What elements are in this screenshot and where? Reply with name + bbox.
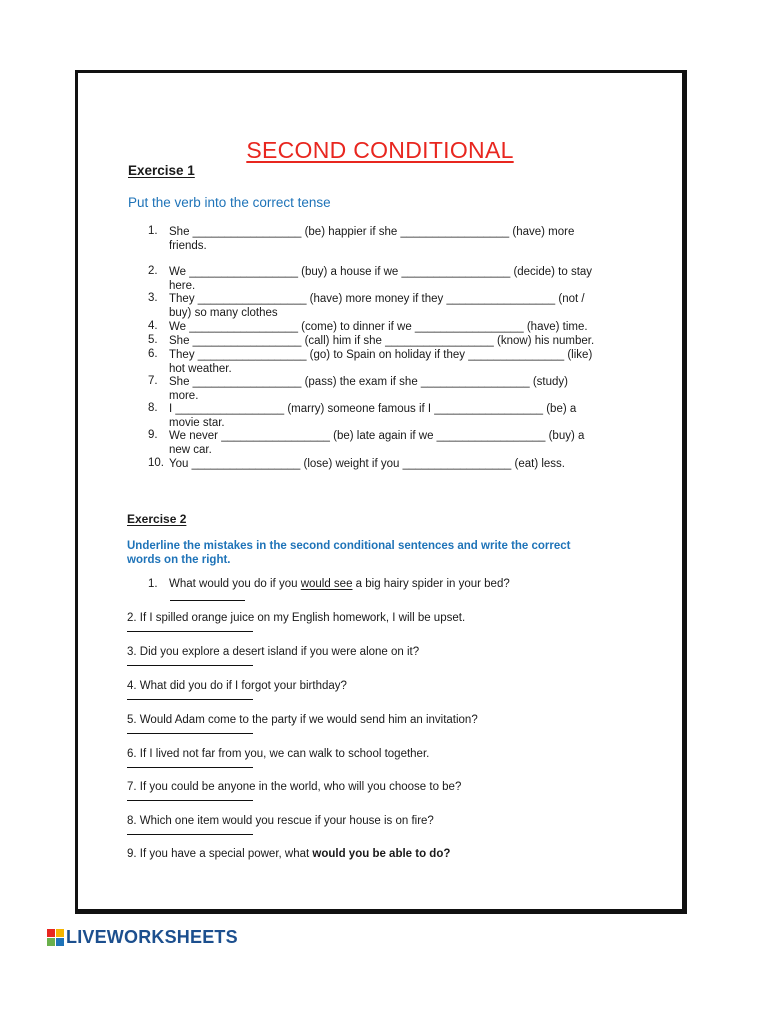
answer-line[interactable] — [127, 631, 253, 632]
exercise1-item-line[interactable]: We _________________ (come) to dinner if we _________________ (have) time. — [169, 321, 588, 333]
answer-line[interactable] — [170, 600, 245, 601]
exercise2-item: 4. What did you do if I forgot your birthday? — [127, 680, 347, 692]
exercise1-item-number: 3. — [148, 292, 158, 304]
exercise1-item-number: 1. — [148, 225, 158, 237]
exercise1-item-line[interactable]: You _________________ (lose) weight if you _________________ (eat) less. — [169, 458, 566, 470]
exercise1-item-line[interactable]: more. — [169, 390, 199, 402]
exercise2-item: 5. Would Adam come to the party if we would send him an invitation? — [127, 714, 478, 726]
exercise1-item-line[interactable]: They _________________ (have) more money if they _________________ (not / — [169, 293, 585, 305]
exercise2-item: 8. Which one item would you rescue if your house is on fire? — [127, 815, 434, 827]
answer-line[interactable] — [127, 665, 253, 666]
exercise2-instruction-line1: Underline the mistakes in the second conditional sentences and write the correct — [127, 540, 571, 552]
exercise1-item-line[interactable]: She _________________ (call) him if she _________________ (know) his number. — [169, 335, 595, 347]
item9-bold-text: would you be able to do? — [312, 848, 451, 860]
worksheet-page — [75, 70, 687, 914]
exercise1-item-line[interactable]: movie star. — [169, 417, 225, 429]
exercise2-heading: Exercise 2 — [127, 512, 187, 526]
page-title: SECOND CONDITIONAL — [246, 137, 514, 163]
exercise1-item-number: 7. — [148, 375, 158, 387]
exercise1-item-line[interactable]: friends. — [169, 240, 207, 252]
exercise1-item-line[interactable]: new car. — [169, 444, 212, 456]
item9-text-start: 9. If you have a special power, what — [127, 848, 313, 860]
answer-line[interactable] — [127, 733, 253, 734]
exercise1-item-line[interactable]: She _________________ (pass) the exam if she _________________ (study) — [169, 376, 568, 388]
exercise2-item: 2. If I spilled orange juice on my English homework, I will be upset. — [127, 612, 466, 624]
exercise2-item-9 — [127, 847, 450, 861]
exercise2-item: 3. Did you explore a desert island if you were alone on it? — [127, 646, 420, 658]
exercise1-item-number: 9. — [148, 429, 158, 441]
answer-line[interactable] — [127, 767, 253, 768]
answer-line[interactable] — [127, 834, 253, 835]
exercise1-item-number: 4. — [148, 320, 158, 332]
exercise1-item-line[interactable]: She _________________ (be) happier if she _________________ (have) more — [169, 226, 575, 238]
item1-text-start: What would you do if you — [169, 578, 301, 590]
exercise1-item-line[interactable]: We _________________ (buy) a house if we _________________ (decide) to stay — [169, 266, 593, 278]
exercise1-item-number: 6. — [148, 348, 158, 360]
item1-underlined-mistake: would see — [300, 578, 353, 590]
liveworksheets-logo — [47, 927, 238, 948]
exercise1-item-line[interactable]: They _________________ (go) to Spain on holiday if they _______________ (like) — [169, 349, 593, 361]
answer-line[interactable] — [127, 699, 253, 700]
item1-text-end: a big hairy spider in your bed? — [352, 578, 510, 590]
exercise1-item-line[interactable]: hot weather. — [169, 363, 232, 375]
exercise2-item: 6. If I lived not far from you, we can walk to school together. — [127, 748, 430, 760]
logo-text: LIVEWORKSHEETS — [66, 927, 238, 947]
exercise1-instruction: Put the verb into the correct tense — [128, 195, 331, 210]
exercise2-item-1 — [169, 577, 510, 591]
logo-icon — [47, 929, 64, 946]
exercise1-item-line[interactable]: buy) so many clothes — [169, 307, 278, 319]
exercise1-item-line[interactable]: here. — [169, 280, 196, 292]
exercise2-item-number: 1. — [148, 578, 158, 590]
answer-line[interactable] — [127, 800, 253, 801]
exercise1-item-line[interactable]: I _________________ (marry) someone famous if I _________________ (be) a — [169, 403, 577, 415]
exercise1-item-number: 10. — [148, 457, 164, 469]
exercise1-heading: Exercise 1 — [128, 163, 195, 178]
exercise2-instruction-line2: words on the right. — [127, 554, 231, 566]
exercise1-item-number: 5. — [148, 334, 158, 346]
exercise1-item-number: 2. — [148, 265, 158, 277]
exercise2-item: 7. If you could be anyone in the world, who will you choose to be? — [127, 781, 462, 793]
exercise1-item-number: 8. — [148, 402, 158, 414]
exercise1-item-line[interactable]: We never _________________ (be) late again if we _________________ (buy) a — [169, 430, 585, 442]
